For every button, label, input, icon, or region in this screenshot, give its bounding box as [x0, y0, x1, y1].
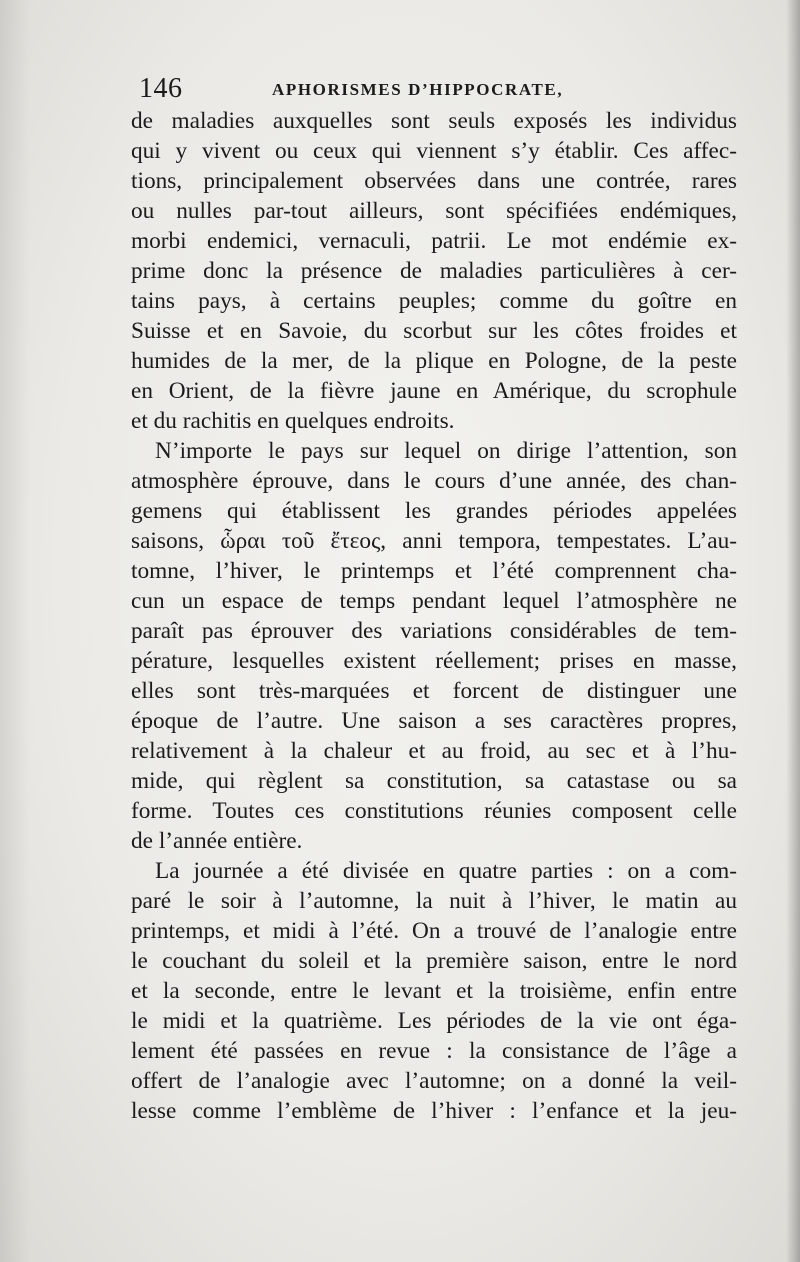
page-number: 146	[139, 73, 183, 104]
text-line: N’importe le pays sur lequel on dirige l’attention, son	[155, 438, 737, 464]
text-line: le couchant du soleil et la première saison, entre le nord	[131, 948, 737, 974]
text-line: et du rachitis en quelques endroits.	[131, 408, 455, 434]
text-line: et la seconde, entre le levant et la troisième, enfin entre	[131, 978, 737, 1004]
text-line: cun un espace de temps pendant lequel l’atmosphère ne	[131, 588, 737, 614]
text-line: saisons, ὧραι τοῦ ἔτεος, anni tempora, tempestates. L’au-	[131, 528, 737, 554]
text-line: elles sont très-marquées et forcent de distinguer une	[131, 678, 737, 704]
text-line: printemps, et midi à l’été. On a trouvé de l’analogie entre	[131, 918, 737, 944]
text-line: lement été passées en revue : la consistance de l’âge a	[131, 1038, 737, 1064]
text-line: atmosphère éprouve, dans le cours d’une année, des chan-	[131, 468, 737, 494]
text-line: morbi endemici, vernaculi, patrii. Le mot endémie ex-	[131, 228, 737, 254]
page-gutter-shadow	[0, 0, 30, 1262]
text-line: offert de l’analogie avec l’automne; on a donné la veil-	[131, 1068, 737, 1094]
text-line: forme. Toutes ces constitutions réunies composent celle	[131, 798, 737, 824]
text-line: relativement à la chaleur et au froid, au sec et à l’hu-	[131, 738, 737, 764]
text-line: lesse comme l’emblème de l’hiver : l’enfance et la jeu-	[131, 1098, 737, 1124]
text-line: de l’année entière.	[131, 828, 303, 854]
text-line: tomne, l’hiver, le printemps et l’été comprennent cha-	[131, 558, 737, 584]
text-line: La journée a été divisée en quatre parties : on a com-	[155, 858, 737, 884]
text-line: prime donc la présence de maladies particulières à cer-	[131, 258, 737, 284]
text-line: tions, principalement observées dans une contrée, rares	[131, 168, 737, 194]
text-line: paré le soir à l’automne, la nuit à l’hiver, le matin au	[131, 888, 737, 914]
text-line: Suisse et en Savoie, du scorbut sur les côtes froides et	[131, 318, 737, 344]
text-line: époque de l’autre. Une saison a ses caractères propres,	[131, 708, 737, 734]
text-line: de maladies auxquelles sont seuls exposés les individus	[131, 108, 737, 134]
running-head: APHORISMES D’HIPPOCRATE,	[272, 80, 564, 99]
text-line: en Orient, de la fièvre jaune en Amérique, du scrophule	[131, 378, 737, 404]
body-text	[131, 106, 737, 1126]
text-line: ou nulles par-tout ailleurs, sont spécifiées endémiques,	[131, 198, 737, 224]
text-line: le midi et la quatrième. Les périodes de la vie ont éga-	[131, 1008, 737, 1034]
text-line: paraît pas éprouver des variations considérables de tem-	[131, 618, 737, 644]
text-line: tains pays, à certains peuples; comme du goître en	[131, 288, 737, 314]
text-line: humides de la mer, de la plique en Pologne, de la peste	[131, 348, 737, 374]
text-line: mide, qui règlent sa constitution, sa catastase ou sa	[131, 768, 737, 794]
page-edge-shadow	[786, 0, 800, 1262]
page-header	[139, 72, 599, 106]
text-line: qui y vivent ou ceux qui viennent s’y établir. Ces affec-	[131, 138, 737, 164]
text-line: gemens qui établissent les grandes périodes appelées	[131, 498, 737, 524]
text-line: pérature, lesquelles existent réellement; prises en masse,	[131, 648, 737, 674]
